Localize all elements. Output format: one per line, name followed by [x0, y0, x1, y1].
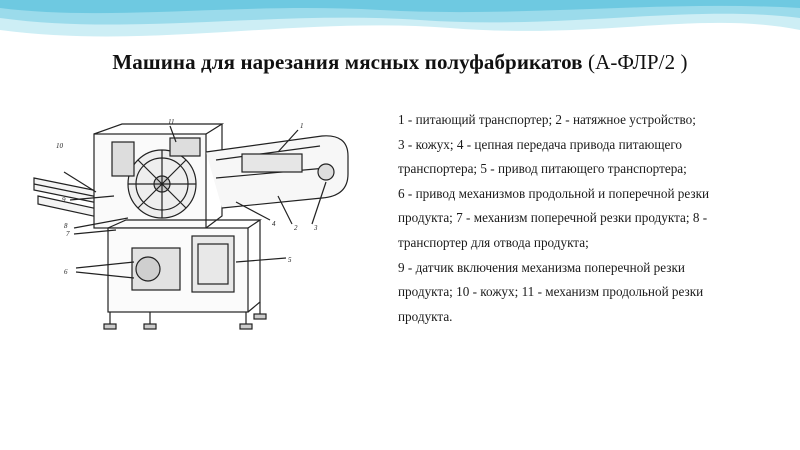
diagram-label-8: 8	[64, 222, 68, 230]
legend-line: 1 - питающий транспортер; 2 - натяжное устройство;	[398, 112, 696, 127]
legend-line: продукта.	[398, 308, 453, 324]
title-main: Машина для нарезания мясных полуфабрикатов	[112, 50, 583, 74]
legend-line: 6 - привод механизмов продольной и поперечной резки	[398, 185, 710, 201]
diagram-label-7: 7	[66, 230, 70, 238]
diagram-label-11: 11	[168, 118, 175, 126]
slide-title	[0, 50, 800, 75]
legend-line: 3 - кожух; 4 - цепная передача привода питающего	[398, 136, 683, 152]
diagram-label-3: 3	[314, 224, 318, 232]
legend-line: транспортера; 5 - привод питающего транспортера;	[398, 161, 687, 177]
diagram-label-5: 5	[288, 256, 292, 264]
legend-line: продукта; 10 - кожух; 11 - механизм продольной резки	[398, 284, 704, 300]
legend-line: продукта; 7 - механизм поперечной резки продукта; 8 -	[398, 210, 708, 226]
diagram-label-2: 2	[294, 224, 298, 232]
diagram-label-1: 1	[300, 122, 304, 130]
legend-text	[398, 108, 780, 329]
diagram-label-4: 4	[272, 220, 276, 228]
diagram-label-9: 9	[62, 196, 66, 204]
diagram-label-6: 6	[64, 268, 68, 276]
machine-diagram	[30, 112, 380, 340]
title-model: (А-ФЛР/2 )	[582, 50, 688, 74]
legend-line: 9 - датчик включения механизма поперечной резки	[398, 259, 685, 275]
legend-line: транспортер для отвода продукта;	[398, 234, 589, 250]
diagram-label-10: 10	[56, 142, 63, 150]
